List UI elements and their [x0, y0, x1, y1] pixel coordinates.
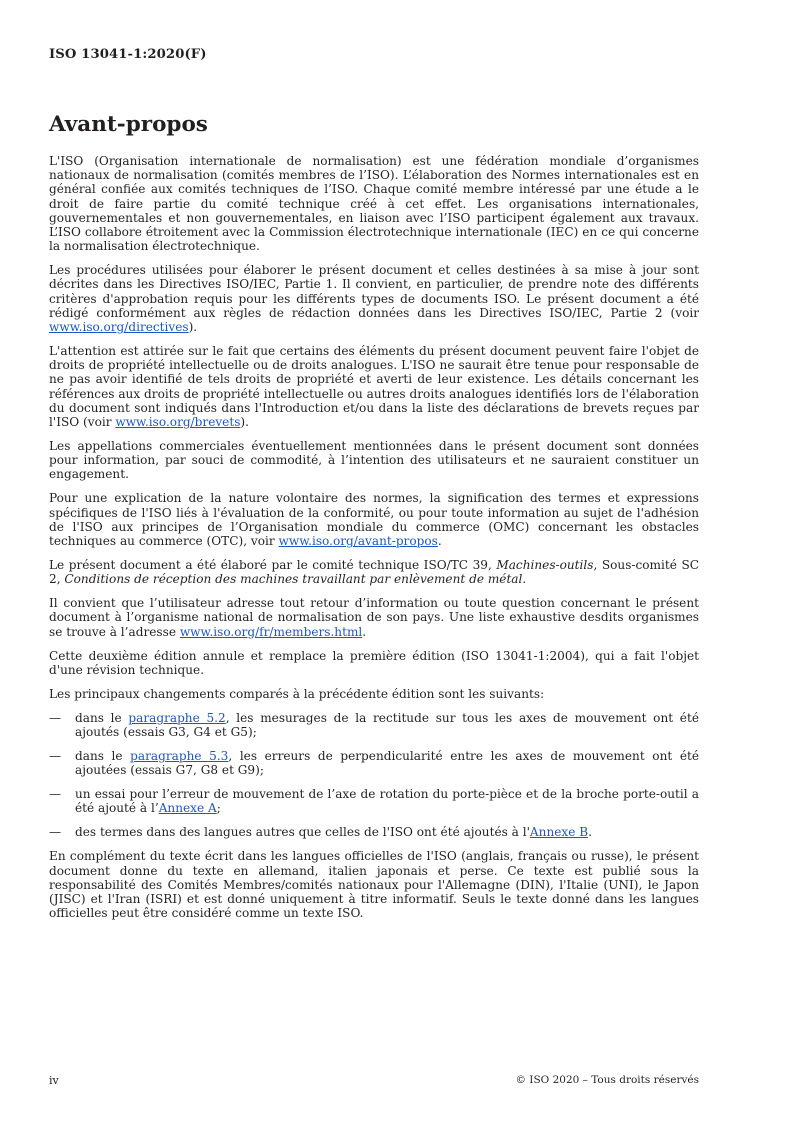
list-item — [49, 749, 699, 777]
link-members[interactable]: www.iso.org/fr/members.html — [179, 624, 363, 639]
paragraph-text: . — [522, 572, 527, 587]
paragraph-text: Le présent document a été élaboré par le comité technique ISO/TC 39, — [49, 558, 497, 573]
list-dash: — — [49, 825, 62, 840]
list-dash: — — [49, 787, 62, 802]
list-item-text: , les erreurs de perpendicularité entre les axes de mouvement ont été ajoutées (essais G7, G8 et G9); — [75, 749, 699, 778]
list-item-text: des termes dans des langues autres que celles de l'ISO ont été ajoutés à l' — [75, 825, 530, 840]
link-paragraphe-5-3[interactable]: paragraphe 5.3 — [130, 749, 229, 764]
paragraph-text: Pour une explication de la nature volontaire des normes, la signification des termes et expressions spécifiques de l'ISO liés à l'évaluation de la conformité, ou pour toute information au sujet de l'adhésion de l'ISO aux principes de l’Organisation mondiale du commerce (OMC) concernant les obstacles techniques au commerce (OTC), voir — [49, 491, 699, 549]
list-item-text: , les mesurages de la rectitude sur tous les axes de mouvement ont été ajoutés (essais G3, G4 et G5); — [75, 710, 699, 740]
link-avant-propos[interactable]: www.iso.org/avant-propos — [278, 534, 438, 549]
list-dash: — — [49, 749, 62, 764]
list-item-text: un essai pour l’erreur de mouvement de l’axe de rotation du porte-pièce et de la broche porte-outil a été ajouté à l’ — [75, 787, 699, 816]
list-item — [49, 825, 699, 839]
link-annexe-b[interactable]: Annexe B — [529, 825, 589, 840]
link-annexe-a[interactable]: Annexe A — [158, 801, 217, 816]
paragraph-languages: En complément du texte écrit dans les langues officielles de l'ISO (anglais, français ou russe), le présent document donne du texte en allemand, italien japonais et perse. Ce texte est publié sous la responsabilité des Comités Membres/comités nationaux pour l'Allemagne (DIN), l'Italie (UNI), le Japon (JISC) et l'Iran (ISRI) et est donné uniquement à titre informatif. Seuls le texte donné dans les langues officielles peut être considéré comme un texte ISO. — [49, 849, 699, 921]
paragraph-text: Il convient que l’utilisateur adresse tout retour d’information ou toute question concernant le présent document à l’organisme national de normalisation de son pays. Une liste exhaustive desdits organismes se trouve à l’adresse — [49, 596, 699, 639]
list-item-text: ; — [216, 801, 221, 816]
link-directives[interactable]: www.iso.org/directives — [49, 320, 189, 335]
page-number: iv — [49, 1074, 59, 1087]
committee-name: Machines-outils — [496, 558, 594, 573]
link-brevets[interactable]: www.iso.org/brevets — [115, 415, 241, 430]
paragraph-text: . — [437, 534, 442, 549]
paragraph-feedback — [49, 596, 699, 639]
link-paragraphe-5-2[interactable]: paragraphe 5.2 — [128, 710, 226, 725]
paragraph-committee — [49, 558, 699, 586]
document-id-header: ISO 13041-1:2020(F) — [49, 47, 207, 62]
list-item-text: . — [588, 825, 592, 840]
paragraph-text: , Sous-comité SC 2, — [49, 558, 699, 587]
paragraph-changes-intro: Les principaux changements comparés à la précédente édition sont les suivants: — [49, 686, 545, 701]
paragraph-text: ). — [240, 415, 249, 430]
list-item — [49, 711, 699, 739]
list-item-text: dans le — [75, 749, 131, 764]
foreword-body — [49, 154, 699, 930]
paragraph-trade-names: Les appellations commerciales éventuellement mentionnées dans le présent document sont données pour information, par souci de commodité, à l’intention des utilisateurs et ne sauraient constituer un engagement. — [49, 439, 699, 482]
paragraph-patents — [49, 344, 699, 429]
paragraph-edition: Cette deuxième édition annule et remplace la première édition (ISO 13041-1:2004), qui a fait l'objet d'une révision technique. — [49, 648, 699, 677]
page-title: Avant-propos — [49, 112, 208, 137]
list-item — [49, 787, 699, 815]
list-item-text: dans le — [75, 710, 129, 725]
changes-list — [49, 711, 699, 840]
paragraph-directives — [49, 263, 699, 334]
subcommittee-name: Conditions de réception des machines travaillant par enlèvement de métal — [64, 572, 523, 587]
copyright-notice: © ISO 2020 – Tous droits réservés — [515, 1074, 699, 1086]
paragraph-voluntary-nature — [49, 491, 699, 548]
paragraph-text: . — [362, 624, 367, 639]
paragraph-iso-intro: L'ISO (Organisation internationale de normalisation) est une fédération mondiale d’organismes nationaux de normalisation (comités membres de l’ISO). L’élaboration des Normes internationales est en général confiée aux comités techniques de l’ISO. Chaque comité membre intéressé par une étude a le droit de faire partie du comité technique créé à cet effet. Les organisations internationales, gouvernementales et non gouvernementales, en liaison avec l’ISO participent également aux travaux. L’ISO collabore étroitement avec la Commission électrotechnique internationale (IEC) en ce qui concerne la normalisation électrotechnique. — [49, 154, 699, 254]
paragraph-text: Les procédures utilisées pour élaborer le présent document et celles destinées à sa mise à jour sont décrites dans les Directives ISO/IEC, Partie 1. Il convient, en particulier, de prendre note des différents critères d'approbation requis pour les différents types de documents ISO. Le présent document a été rédigé conformément aux règles de rédaction données dans les Directives ISO/IEC, Partie 2 (voir — [49, 263, 699, 320]
paragraph-text: ). — [188, 320, 198, 335]
paragraph-text: L'attention est attirée sur le fait que certains des éléments du présent document peuvent faire l'objet de droits de propriété intellectuelle ou de droits analogues. L'ISO ne saurait être tenue pour responsable de ne pas avoir identifié de tels droits de propriété et averti de leur existence. Les détails concernant les références aux droits de propriété intellectuelle ou autres droits analogues identifiés lors de l'élaboration du document sont indiqués dans l'Introduction et/ou dans la liste des déclarations de brevets reçues par l'ISO (voir — [49, 344, 699, 430]
list-dash: — — [49, 710, 62, 725]
